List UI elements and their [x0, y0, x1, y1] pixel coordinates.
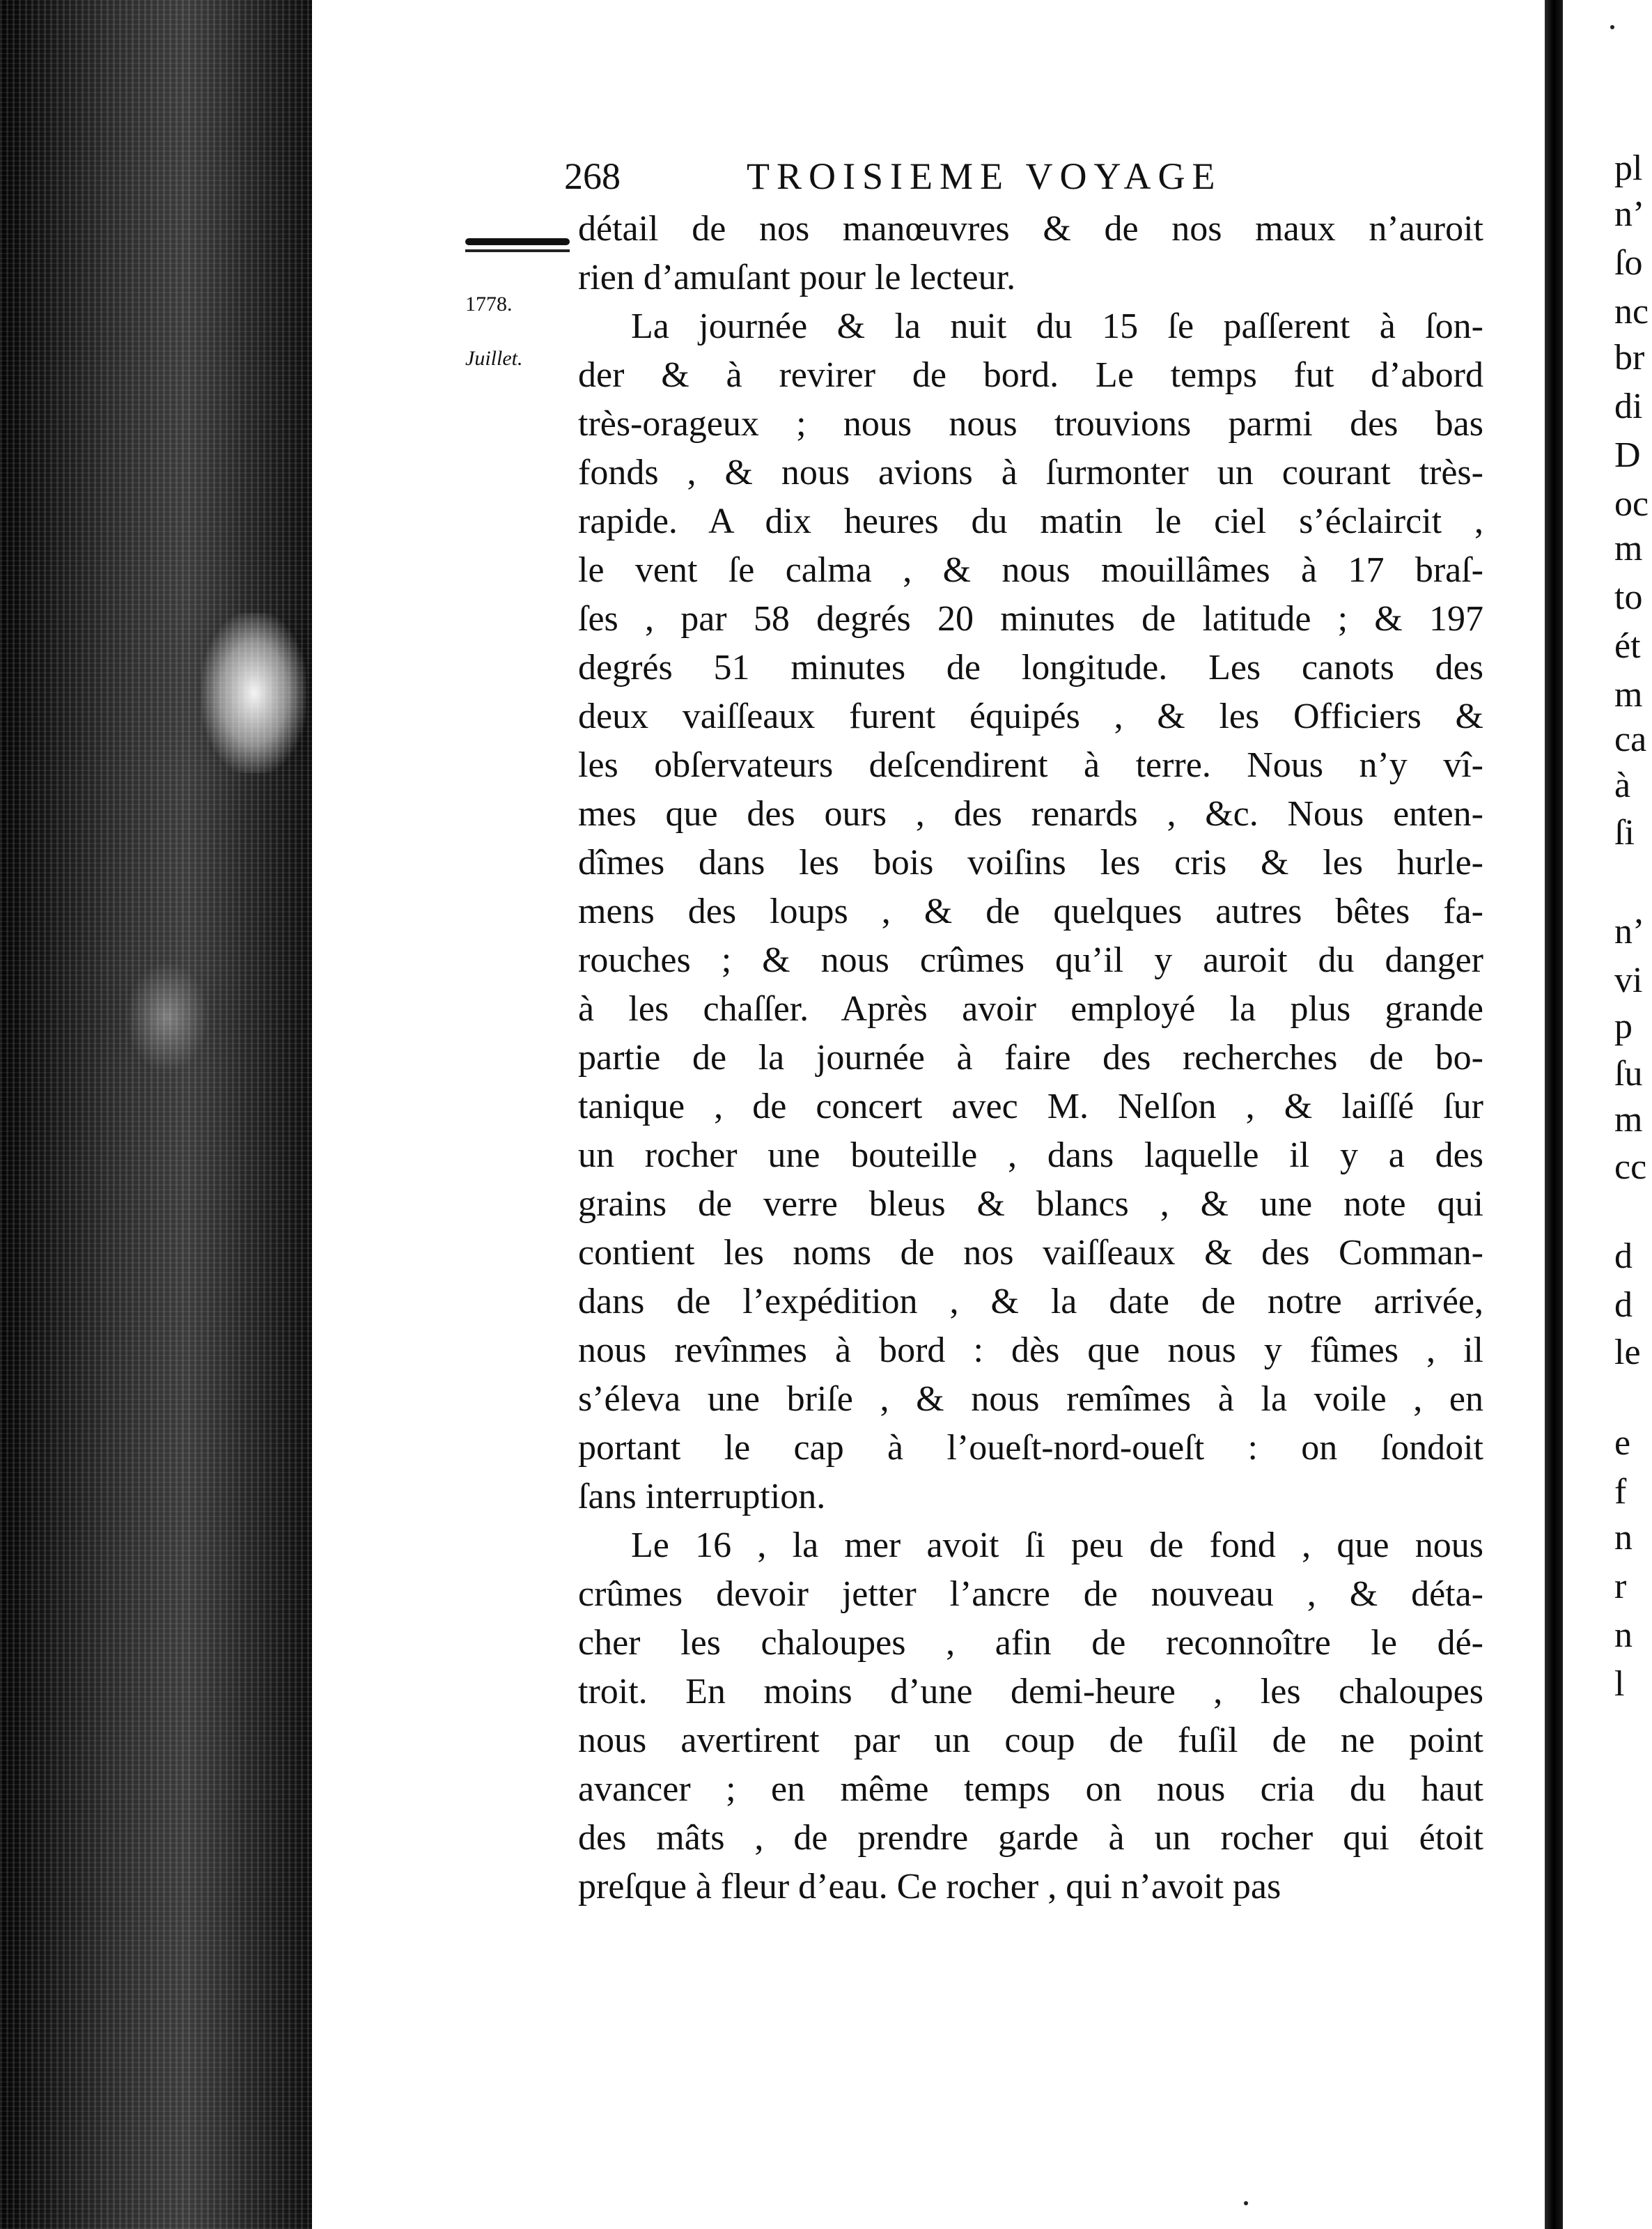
text-line: cher les chaloupes , afin de reconnoître le dé-	[578, 1623, 1483, 1663]
text-line: grains de verre bleus & blancs , & une note qui	[578, 1184, 1483, 1224]
text-line: détail de nos manœuvres & de nos maux n’auroit	[578, 209, 1483, 249]
facing-page-text-fragment: oc	[1614, 484, 1649, 524]
margin-note-year: 1778.	[465, 293, 513, 316]
facing-page-text-fragment: vi	[1614, 961, 1643, 1000]
light-reflection	[202, 613, 306, 773]
facing-page-text-fragment: d	[1614, 1236, 1632, 1276]
text-line: rapide. A dix heures du matin le ciel s’éclaircit ,	[578, 502, 1483, 541]
light-reflection-faint	[125, 961, 209, 1073]
facing-page-text-fragment: n	[1614, 1615, 1632, 1655]
text-line: mens des loups , & de quelques autres bêtes fa-	[578, 892, 1483, 931]
facing-page-text-fragment: le	[1614, 1333, 1641, 1372]
text-line: rien d’amuſant pour le lecteur.	[578, 258, 1016, 297]
book-binding-gutter	[1545, 0, 1563, 2229]
facing-page-text-fragment: nc	[1614, 292, 1649, 332]
facing-page-text-fragment: p	[1614, 1007, 1632, 1046]
facing-page-text-fragment: ca	[1614, 720, 1647, 759]
facing-page-text-fragment: to	[1614, 577, 1643, 617]
facing-page-text-fragment: D	[1614, 435, 1641, 475]
facing-page-text-fragment: ſu	[1614, 1054, 1643, 1094]
text-line: fonds , & nous avions à ſurmonter un courant très-	[578, 453, 1483, 492]
text-line: à les chaſſer. Après avoir employé la plus grande	[578, 989, 1483, 1029]
page-number: 268	[564, 155, 621, 197]
text-line: crûmes devoir jetter l’ancre de nouveau , & déta-	[578, 1574, 1483, 1614]
text-line: Le 16 , la mer avoit ſi peu de fond , que nous	[631, 1525, 1483, 1565]
ink-speck	[1610, 25, 1614, 29]
text-line: La journée & la nuit du 15 ſe paſſerent à ſon-	[631, 306, 1483, 346]
text-line: tanique , de concert avec M. Nelſon , & laiſſé ſur	[578, 1087, 1483, 1126]
facing-page-text-fragment: n	[1614, 1518, 1632, 1558]
facing-page-text-fragment: d	[1614, 1285, 1632, 1325]
text-line: ſes , par 58 degrés 20 minutes de latitude ; & 197	[578, 599, 1483, 639]
text-line: le vent ſe calma , & nous mouillâmes à 17 braſ-	[578, 550, 1483, 590]
text-line: nous revînmes à bord : dès que nous y fûmes , il	[578, 1330, 1483, 1370]
text-line: troit. En moins d’une demi-heure , les chaloupes	[578, 1672, 1483, 1711]
facing-page-text-fragment: r	[1614, 1567, 1627, 1606]
text-line: dîmes dans les bois voiſins les cris & les hurle-	[578, 843, 1483, 883]
facing-page-text-fragment: m	[1614, 675, 1643, 715]
facing-page-text-fragment: di	[1614, 387, 1643, 426]
text-line: rouches ; & nous crûmes qu’il y auroit du danger	[578, 940, 1483, 980]
continuation-rule	[465, 238, 570, 245]
text-line: partie de la journée à faire des recherches de bo-	[578, 1038, 1483, 1078]
facing-page-text-fragment: cc	[1614, 1147, 1647, 1187]
facing-page-text-fragment: ſi	[1614, 813, 1635, 853]
facing-page-text-fragment: m	[1614, 1100, 1643, 1140]
ink-speck	[1244, 2201, 1248, 2205]
book-page-edge	[0, 0, 312, 2229]
facing-page-text-fragment: ét	[1614, 626, 1641, 666]
facing-page-text-fragment: ſo	[1614, 243, 1643, 283]
facing-page-text-fragment: br	[1614, 338, 1645, 378]
text-line: dans de l’expédition , & la date de notre arrivée,	[578, 1282, 1483, 1321]
text-line: contient les noms de nos vaiſſeaux & des Comman-	[578, 1233, 1483, 1273]
facing-page-text-fragment: m	[1614, 529, 1643, 568]
text-line: der & à revirer de bord. Le temps fut d’abord	[578, 355, 1483, 395]
text-line: degrés 51 minutes de longitude. Les canots des	[578, 648, 1483, 688]
facing-page-text-fragment: à	[1614, 766, 1631, 805]
facing-page-text-fragment: n’	[1614, 912, 1645, 952]
running-header	[564, 155, 1470, 203]
margin-note-month: Juillet.	[465, 347, 523, 370]
facing-page-text-fragment: pl	[1614, 148, 1643, 188]
text-line: les obſervateurs deſcendirent à terre. Nous n’y vî-	[578, 745, 1483, 785]
facing-page-text-fragment: l	[1614, 1664, 1625, 1704]
text-line: preſque à fleur d’eau. Ce rocher , qui n’avoit pas	[578, 1867, 1281, 1906]
text-line: s’éleva une briſe , & nous remîmes à la voile , en	[578, 1379, 1483, 1419]
text-line: un rocher une bouteille , dans laquelle il y a des	[578, 1135, 1483, 1175]
text-line: très-orageux ; nous nous trouvions parmi des bas	[578, 404, 1483, 444]
text-line: deux vaiſſeaux furent équipés , & les Officiers &	[578, 697, 1483, 736]
text-line: portant le cap à l’oueſt-nord-oueſt : on ſondoit	[578, 1428, 1483, 1468]
text-line: nous avertirent par un coup de fuſil de ne point	[578, 1721, 1483, 1760]
facing-page-text-fragment: n’	[1614, 194, 1645, 234]
facing-page-text-fragment: e	[1614, 1423, 1631, 1463]
text-line: ſans interruption.	[578, 1477, 826, 1516]
text-line: avancer ; en même temps on nous cria du haut	[578, 1769, 1483, 1809]
text-line: des mâts , de prendre garde à un rocher qui étoit	[578, 1818, 1483, 1858]
running-title: TROISIEME VOYAGE	[747, 155, 1222, 197]
facing-page-text-fragment: f	[1614, 1472, 1627, 1512]
text-line: mes que des ours , des renards , &c. Nous enten-	[578, 794, 1483, 834]
